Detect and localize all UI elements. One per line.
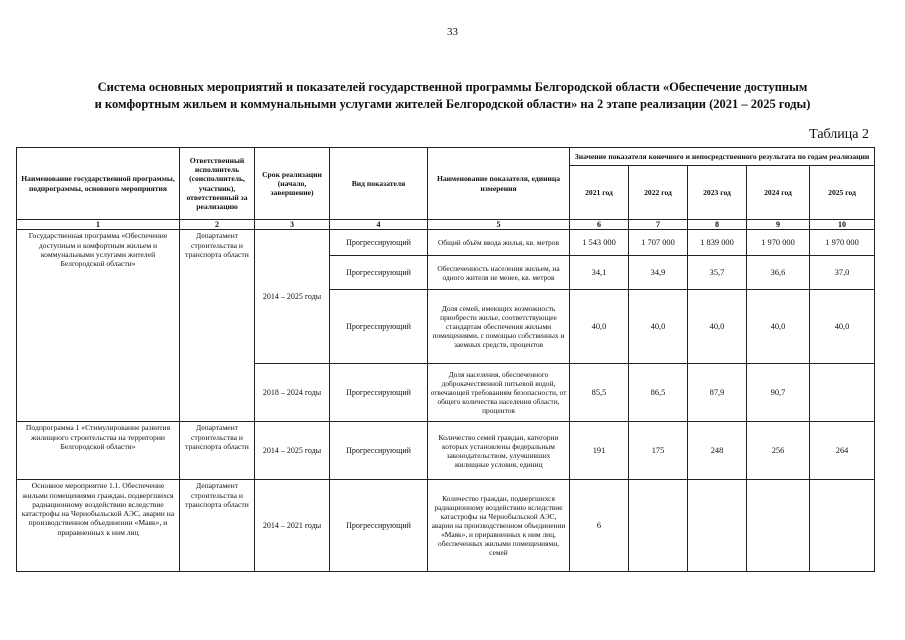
header-type: Вид показателя [330,148,428,220]
measure-name: Основное мероприятие 1.1. Обеспечение жильми помещениями граждан, подвергшихся радиационному воздействию вследствие катастрофы на Чернобыльской АЭС, аварии на производственном объединении «Маяк», и приравненных к ним лиц [17,480,180,572]
value-cell [629,480,688,572]
value-cell: 1 707 000 [629,230,688,256]
value-cell: 40,0 [629,290,688,364]
column-number: 7 [629,220,688,230]
value-cell: 35,7 [688,256,747,290]
value-cell: 36,6 [747,256,810,290]
value-cell: 1 970 000 [747,230,810,256]
indicator-name: Количество семей граждан, категории которых установлены федеральным законодательством, улучшивших жилищные условия, единиц [428,422,570,480]
value-cell: 40,0 [688,290,747,364]
indicator-type: Прогрессирующий [330,256,428,290]
header-year: 2022 год [629,166,688,220]
header-year: 2021 год [570,166,629,220]
column-number: 3 [255,220,330,230]
value-cell: 1 839 000 [688,230,747,256]
indicator-type: Прогрессирующий [330,364,428,422]
indicators-table [16,147,875,572]
program-period: 2014 – 2025 годы [255,230,330,364]
table-caption: Таблица 2 [809,127,869,142]
header-indicator: Наименование показателя, единица измерения [428,148,570,220]
program-name: Государственная программа «Обеспечение доступным и комфортным жильем и коммунальными услугами жителей Белгородской области» [17,230,180,422]
table-row [17,422,875,480]
column-number: 9 [747,220,810,230]
value-cell: 87,9 [688,364,747,422]
subprogram-period: 2014 – 2025 годы [255,422,330,480]
header-year: 2024 год [747,166,810,220]
indicator-name: Доля населения, обеспеченного доброкачественной питьевой водой, отвечающей требованиям безопасности, от общего количества населения области, процентов [428,364,570,422]
title-line-1: Система основных мероприятий и показателей государственной программы Белгородской области «Обеспечение доступным [97,80,808,94]
header-values-group: Значение показателя конечного и непосредственного результата по годам реализации [570,148,875,166]
measure-executor: Департамент строительства и транспорта области [180,480,255,572]
column-number: 6 [570,220,629,230]
value-cell: 34,1 [570,256,629,290]
column-number: 1 [17,220,180,230]
value-cell: 85,5 [570,364,629,422]
indicator-type: Прогрессирующий [330,480,428,572]
value-cell: 37,0 [810,256,875,290]
value-cell: 6 [570,480,629,572]
measure-period: 2014 – 2021 годы [255,480,330,572]
value-cell: 40,0 [810,290,875,364]
header-executor: Ответственный исполнитель (соисполнитель, участник), ответственный за реализацию [180,148,255,220]
program-executor: Департамент строительства и транспорта области [180,230,255,422]
header-period: Срок реализации (начало, завершение) [255,148,330,220]
value-cell: 90,7 [747,364,810,422]
value-cell: 40,0 [747,290,810,364]
document-title [40,79,865,113]
value-cell: 34,9 [629,256,688,290]
value-cell: 248 [688,422,747,480]
program-period-water: 2018 – 2024 годы [255,364,330,422]
column-number: 2 [180,220,255,230]
subprogram-executor: Департамент строительства и транспорта области [180,422,255,480]
value-cell: 191 [570,422,629,480]
value-cell [747,480,810,572]
column-number: 4 [330,220,428,230]
value-cell [688,480,747,572]
value-cell: 40,0 [570,290,629,364]
value-cell: 86,5 [629,364,688,422]
indicator-name: Обеспеченность населения жильем, на одного жителя не менее, кв. метров [428,256,570,290]
indicator-name: Общий объём ввода жилья, кв. метров [428,230,570,256]
indicator-type: Прогрессирующий [330,290,428,364]
value-cell: 264 [810,422,875,480]
page-number: 33 [447,26,458,38]
title-line-2: и комфортным жильем и коммунальными услугами жителей Белгородской области» на 2 этапе реализации (2021 – 2025 годы) [94,97,811,111]
indicator-name: Доля семей, имеющих возможность приобрести жилье, соответствующее стандартам обеспечения жилыми помещениями, с помощью собственных и заемных средств, процентов [428,290,570,364]
indicator-name: Количество граждан, подвергшихся радиационному воздействию вследствие катастрофы на Чернобыльской АЭС, аварии на производственном объединении «Маяк», и приравненных к ним лиц, обеспеченных жилыми помещениями, семей [428,480,570,572]
column-number: 8 [688,220,747,230]
value-cell: 175 [629,422,688,480]
column-number: 10 [810,220,875,230]
indicator-type: Прогрессирующий [330,422,428,480]
table-row [17,480,875,572]
value-cell [810,480,875,572]
header-year: 2023 год [688,166,747,220]
value-cell: 1 970 000 [810,230,875,256]
column-number: 5 [428,220,570,230]
value-cell [810,364,875,422]
indicator-type: Прогрессирующий [330,230,428,256]
header-name: Наименование государственной программы, подпрограммы, основного мероприятия [17,148,180,220]
value-cell: 1 543 000 [570,230,629,256]
value-cell: 256 [747,422,810,480]
table-row [17,230,875,256]
header-year: 2025 год [810,166,875,220]
subprogram-name: Подпрограмма 1 «Стимулирование развития жилищного строительства на территории Белгородской области» [17,422,180,480]
